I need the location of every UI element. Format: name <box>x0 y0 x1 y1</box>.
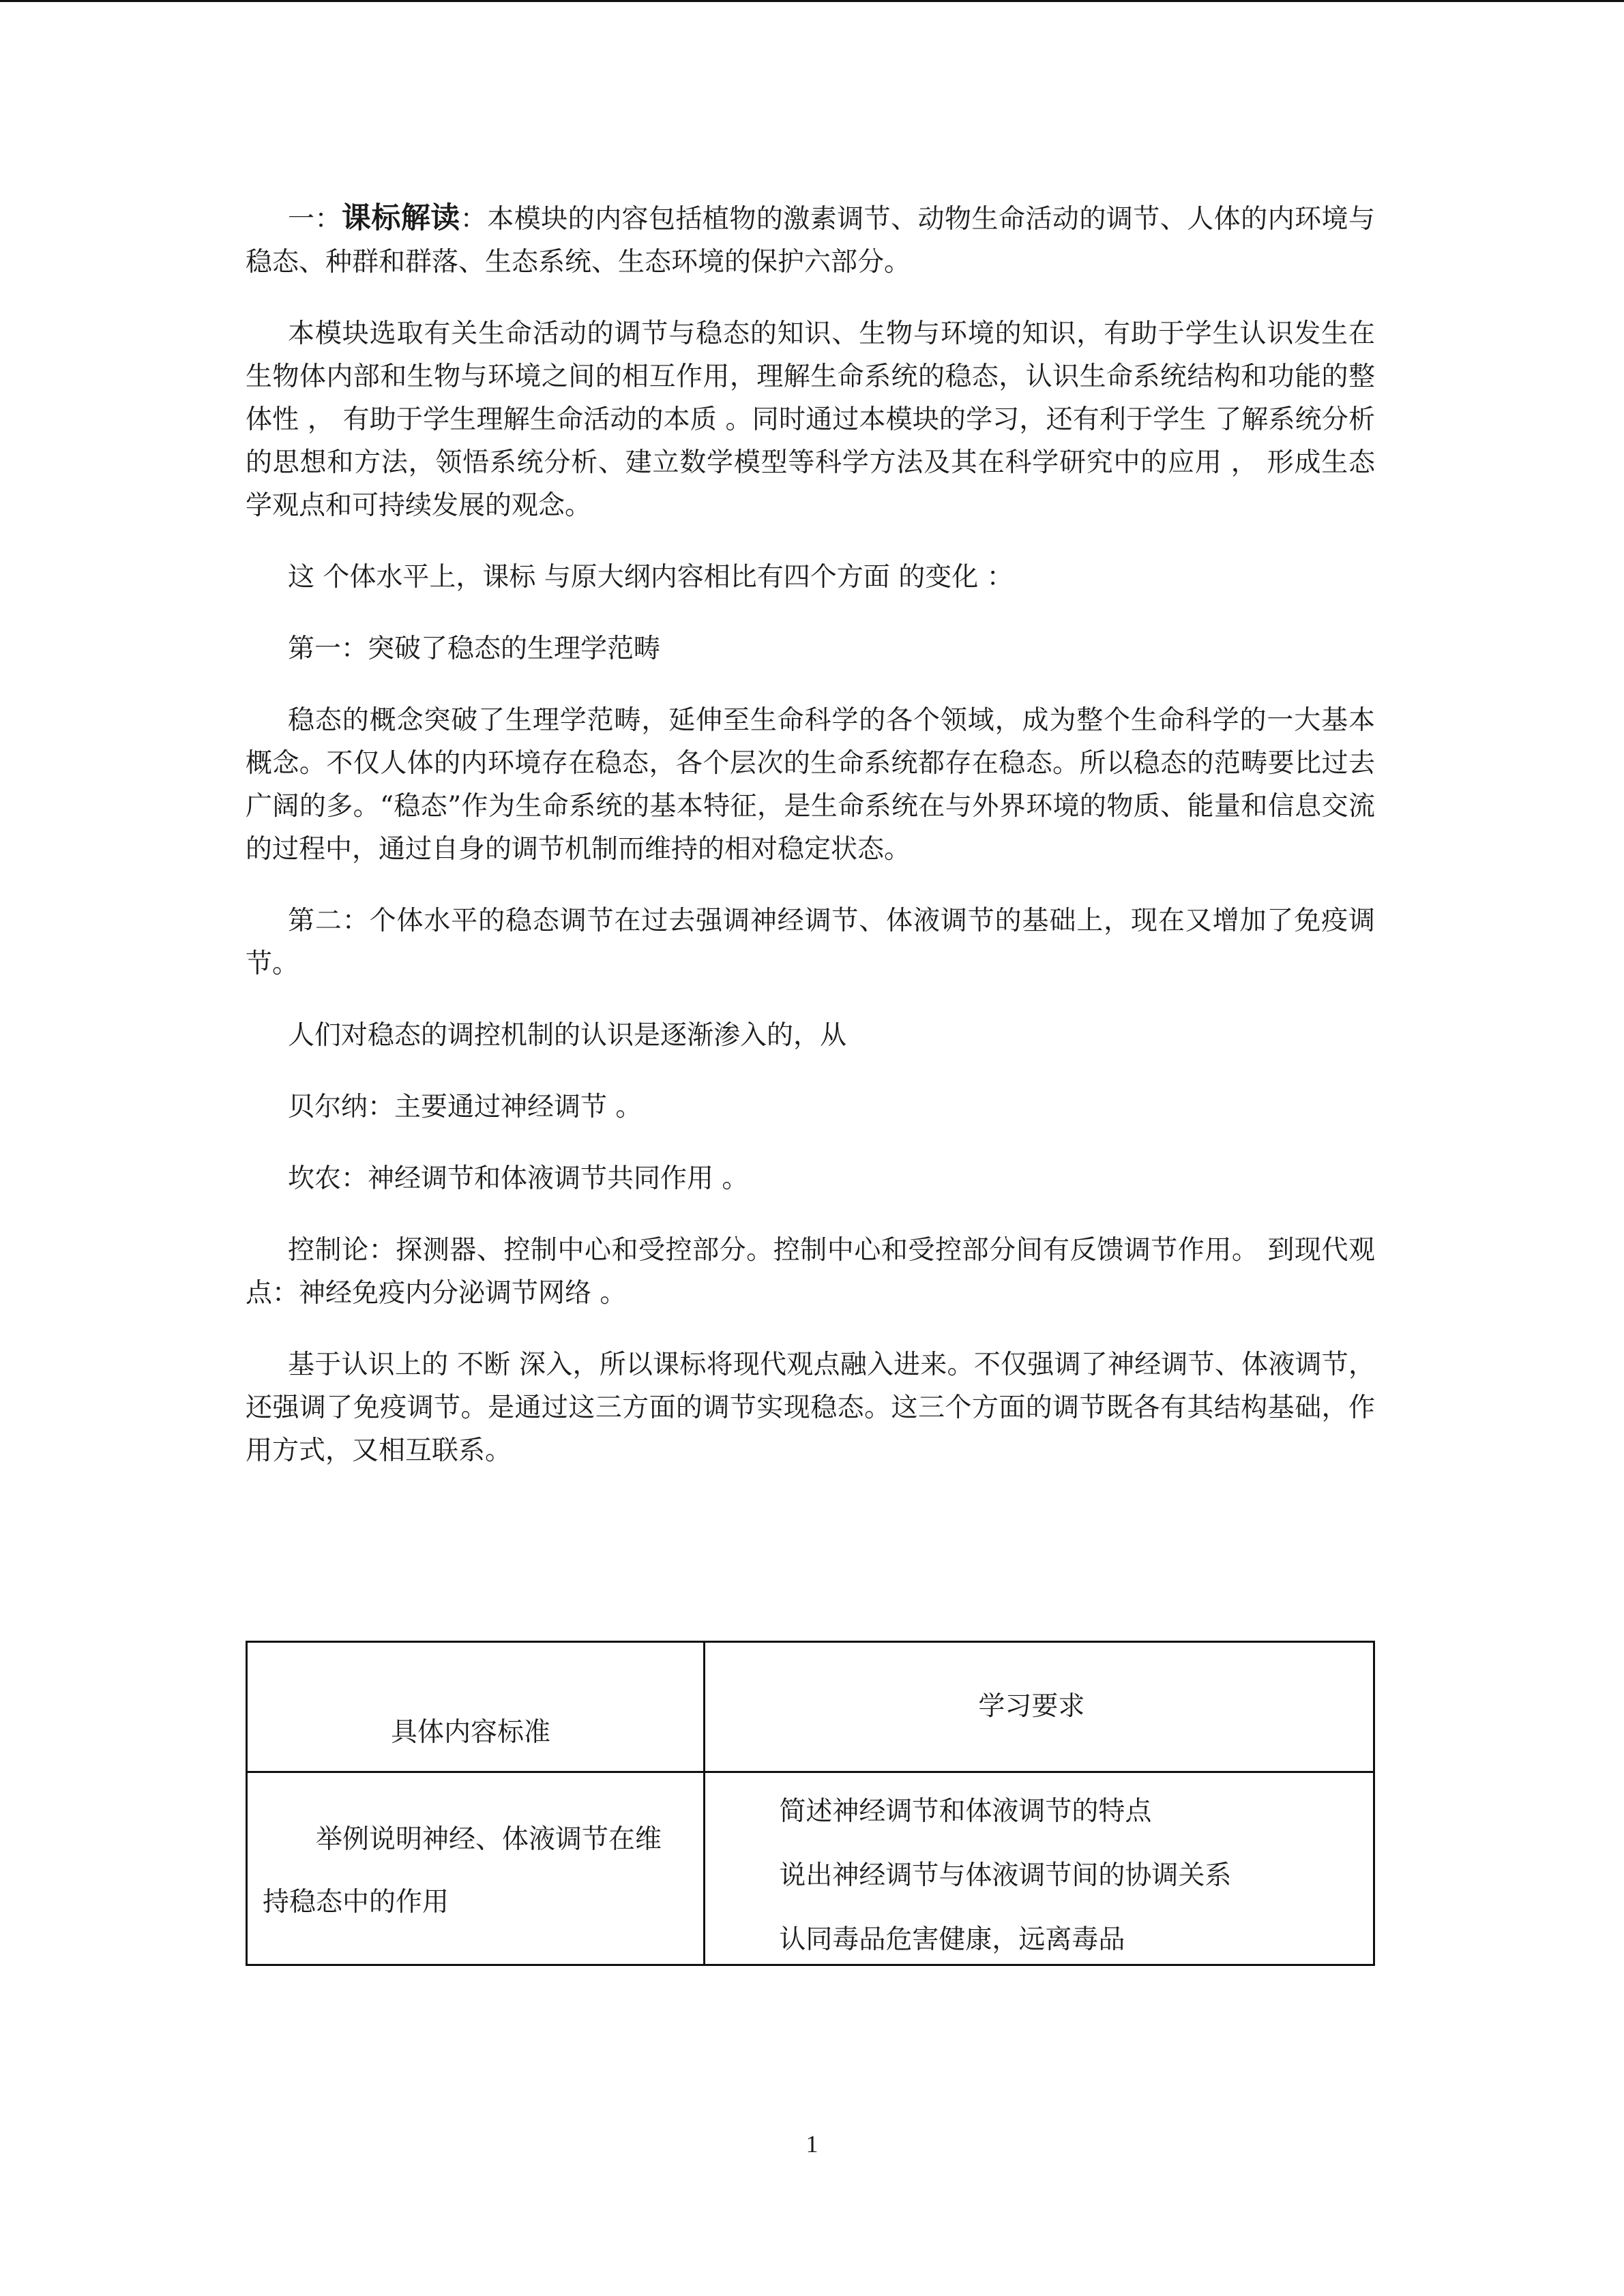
header-label-learning-requirements: 学习要求 <box>978 1691 1085 1722</box>
section-heading-colon: ： <box>460 204 488 235</box>
paragraph-bernard: 贝尔纳：主要通过神经调节 。 <box>288 1092 643 1122</box>
content-standard-text: 举例说明神经、体液调节在维持稳态中的作用 <box>263 1824 662 1918</box>
standards-table <box>246 1641 1375 1966</box>
table-row <box>247 1772 1374 1965</box>
header-cell-content-standard <box>247 1642 705 1772</box>
learning-requirements-cell <box>705 1772 1374 1965</box>
table-header-row <box>247 1642 1374 1772</box>
paragraph-first-change: 第一：突破了稳态的生理学范畴 <box>288 633 661 664</box>
paragraph-recognition-history: 人们对稳态的调控机制的认识是逐渐渗入的，从 <box>288 1020 847 1051</box>
requirement-item: 说出神经调节与体液调节间的协调关系 <box>779 1860 1232 1891</box>
paragraph-homeostasis-concept: 稳态的概念突破了生理学范畴，延伸至生命科学的各个领域，成为整个生命科学的一大基本概念。不仅人体的内环境存在稳态，各个层次的生命系统都存在稳态。所以稳态的范畴要比过去广阔的多。“稳态”作为生命系统的基本特征，是生命系统在与外界环境的物质、能量和信息交流的过程中，通过自身的调节机制而维持的相对稳定状态。 <box>246 705 1375 865</box>
section-number: 一： <box>288 204 342 235</box>
content-standard-cell <box>247 1772 705 1965</box>
page-number: 1 <box>806 2130 818 2158</box>
document-body <box>246 197 1375 1501</box>
paragraph-second-change: 第二：个体水平的稳态调节在过去强调神经调节、体液调节的基础上，现在又增加了免疫调节。 <box>246 906 1375 979</box>
section-heading: 课标解读 <box>341 201 460 235</box>
paragraph-changes-intro: 这 个体水平上，课标 与原大纲内容相比有四个方面 的变化 ： <box>288 562 1014 593</box>
header-cell-learning-requirements <box>705 1642 1374 1772</box>
intro-text: 本模块的内容包括植物的激素调节、动物生命活动的调节、人体的内环境与稳态、种群和群落、生态系统、生态环境的保护六部分。 <box>246 204 1375 278</box>
paragraph-modern-view: 基于认识上的 不断 深入，所以课标将现代观点融入进来。不仅强调了神经调节、体液调节，还强调了免疫调节。是通过这三方面的调节实现稳态。这三个方面的调节既各有其结构基础，作用方式，又相互联系。 <box>246 1350 1375 1466</box>
requirement-item: 简述神经调节和体液调节的特点 <box>779 1796 1152 1827</box>
paragraph-cybernetics: 控制论：探测器、控制中心和受控部分。控制中心和受控部分间有反馈调节作用。 到现代观点：神经免疫内分泌调节网络 。 <box>246 1235 1375 1309</box>
standards-table-wrapper <box>246 1641 1375 1966</box>
paragraph-cannon: 坎农：神经调节和体液调节共同作用 。 <box>288 1163 749 1194</box>
intro-paragraph <box>246 197 1375 284</box>
requirements-list <box>779 1780 1231 1972</box>
paragraph-module-purpose: 本模块选取有关生命活动的调节与稳态的知识、生物与环境的知识，有助于学生认识发生在生物体内部和生物与环境之间的相互作用，理解生命系统的稳态，认识生命系统结构和功能的整体性 ， 有助于学生理解生命活动的本质 。同时通过本模块的学习，还有利于学生 了解系统分析的思想和方法，领悟系统分析、建立数学模型等科学方法及其在科学研究中的应用 ， 形成生态学观点和可持续发展的观念。 <box>246 318 1375 521</box>
requirement-item: 认同毒品危害健康，远离毒品 <box>779 1924 1125 1955</box>
header-label-content-standard: 具体内容标准 <box>391 1717 551 1748</box>
